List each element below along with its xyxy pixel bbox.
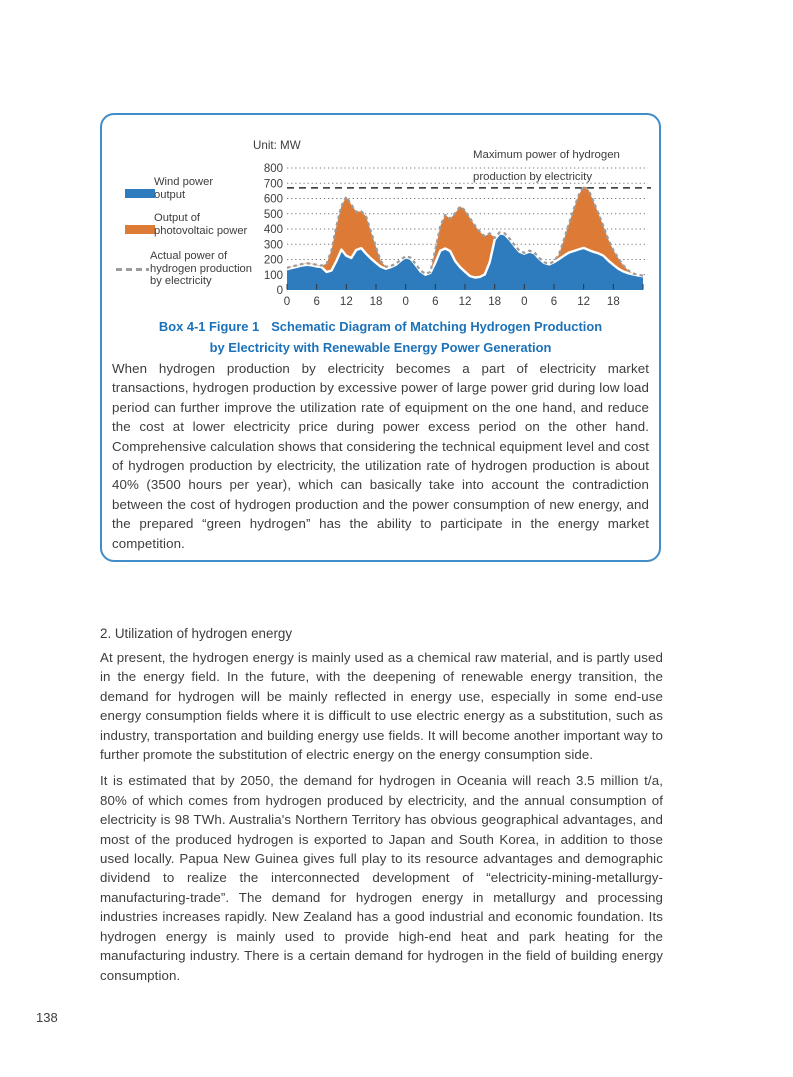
svg-text:800: 800 [263, 163, 283, 175]
svg-text:12: 12 [458, 296, 472, 308]
svg-text:12: 12 [577, 296, 591, 308]
legend-pv-label: Output of photovoltaic power [154, 212, 248, 237]
hydrogen-chart [102, 115, 659, 315]
svg-text:18: 18 [369, 296, 383, 308]
svg-text:0: 0 [402, 296, 409, 308]
section-paragraph-1: At present, the hydrogen energy is mainly used as a chemical raw material, and is partly used in the energy field. In the future, with the deepening of renewable energy transition, the demand for hydrogen will be mainly reflected in energy use, especially in some end-use energy consumption fields where it is difficult to use electric energy as a substitution, such as industry, transportation and building energy use fields. It will become another important way to further promote the substitution of electric energy on the energy consumption side. [100, 650, 663, 763]
figure-box-paragraph: When hydrogen production by electricity becomes a part of electricity market transactions, hydrogen production by excessive power of large power grid during low load period can further improve the utilization rate of equipment on the one hand, and reduce the cost at lower electricity price during power excess period on the other hand. Comprehensive calculation shows that considering the technical equipment level and cost of hydrogen production by electricity, the utilization rate of hydrogen production is about 40% (3500 hours per year), which can basically take into account the contradiction between the cost of hydrogen production and the power consumption of new energy, and the prepared “green hydrogen” has the ability to participate in the energy market competition. [112, 361, 649, 551]
figure-box [100, 113, 661, 562]
chart-unit-label: Unit: MW [253, 139, 301, 152]
figure-caption-line1 [102, 316, 659, 337]
figure-caption-title2: by Electricity with Renewable Energy Power Generation [209, 340, 552, 355]
svg-text:0: 0 [276, 285, 283, 297]
svg-text:18: 18 [488, 296, 502, 308]
page-number: 138 [36, 1010, 58, 1025]
svg-text:300: 300 [263, 239, 283, 252]
wind-swatch-icon [125, 189, 155, 198]
legend-wind-label: Wind power output [154, 176, 214, 201]
svg-text:6: 6 [550, 296, 558, 308]
svg-text:0: 0 [521, 296, 528, 308]
svg-text:400: 400 [263, 224, 283, 236]
svg-text:700: 700 [263, 178, 283, 191]
svg-text:0: 0 [283, 296, 291, 308]
legend-actual-label: Actual power of hydrogen production by electricity [150, 250, 253, 288]
pv-swatch-icon [125, 225, 155, 234]
max-power-annotation-line1: Maximum power of hydrogen [473, 149, 620, 161]
svg-text:6: 6 [432, 296, 439, 308]
section-paragraph-2: It is estimated that by 2050, the demand for hydrogen in Oceania will reach 3.5 million t/a, 80% of which comes from hydrogen produced by electricity, and the annual consumption of electricity is 98 TWh. Australia's Northern Territory has obvious geographical advantages, and most of the produced hydrogen is exported to Japan and South Korea, in addition to those used locally. Papua New Guinea gives full play to its resource advantages and demographic dividend to realize the interconnected development of “electricity-mining-metallurgy-manufacturing-trade”. The demand for hydrogen energy in metallurgy and processing industries increases rapidly. New Zealand has a good industrial and economic foundation. Its hydrogen energy is mainly used to provide high-end heat and park heating for the manufacturing industry. There is a certain demand for hydrogen in the field of building energy consumption. [100, 773, 663, 983]
max-power-annotation-line2: production by electricity [473, 171, 593, 183]
svg-text:18: 18 [606, 296, 620, 308]
figure-caption-title1: Schematic Diagram of Matching Hydrogen Production [271, 319, 603, 334]
section-heading: 2. Utilization of hydrogen energy [100, 626, 293, 641]
figure-caption [102, 316, 659, 358]
svg-text:600: 600 [263, 193, 283, 206]
section-utilization [100, 626, 663, 985]
dashed-line-swatch-icon [116, 268, 149, 271]
max-power-annotation [473, 144, 620, 188]
figure-caption-number: Box 4-1 Figure 1 [158, 319, 260, 334]
svg-text:100: 100 [263, 269, 283, 282]
svg-text:6: 6 [313, 296, 320, 308]
svg-text:500: 500 [263, 208, 283, 221]
svg-text:12: 12 [339, 296, 353, 308]
svg-text:200: 200 [263, 254, 283, 267]
